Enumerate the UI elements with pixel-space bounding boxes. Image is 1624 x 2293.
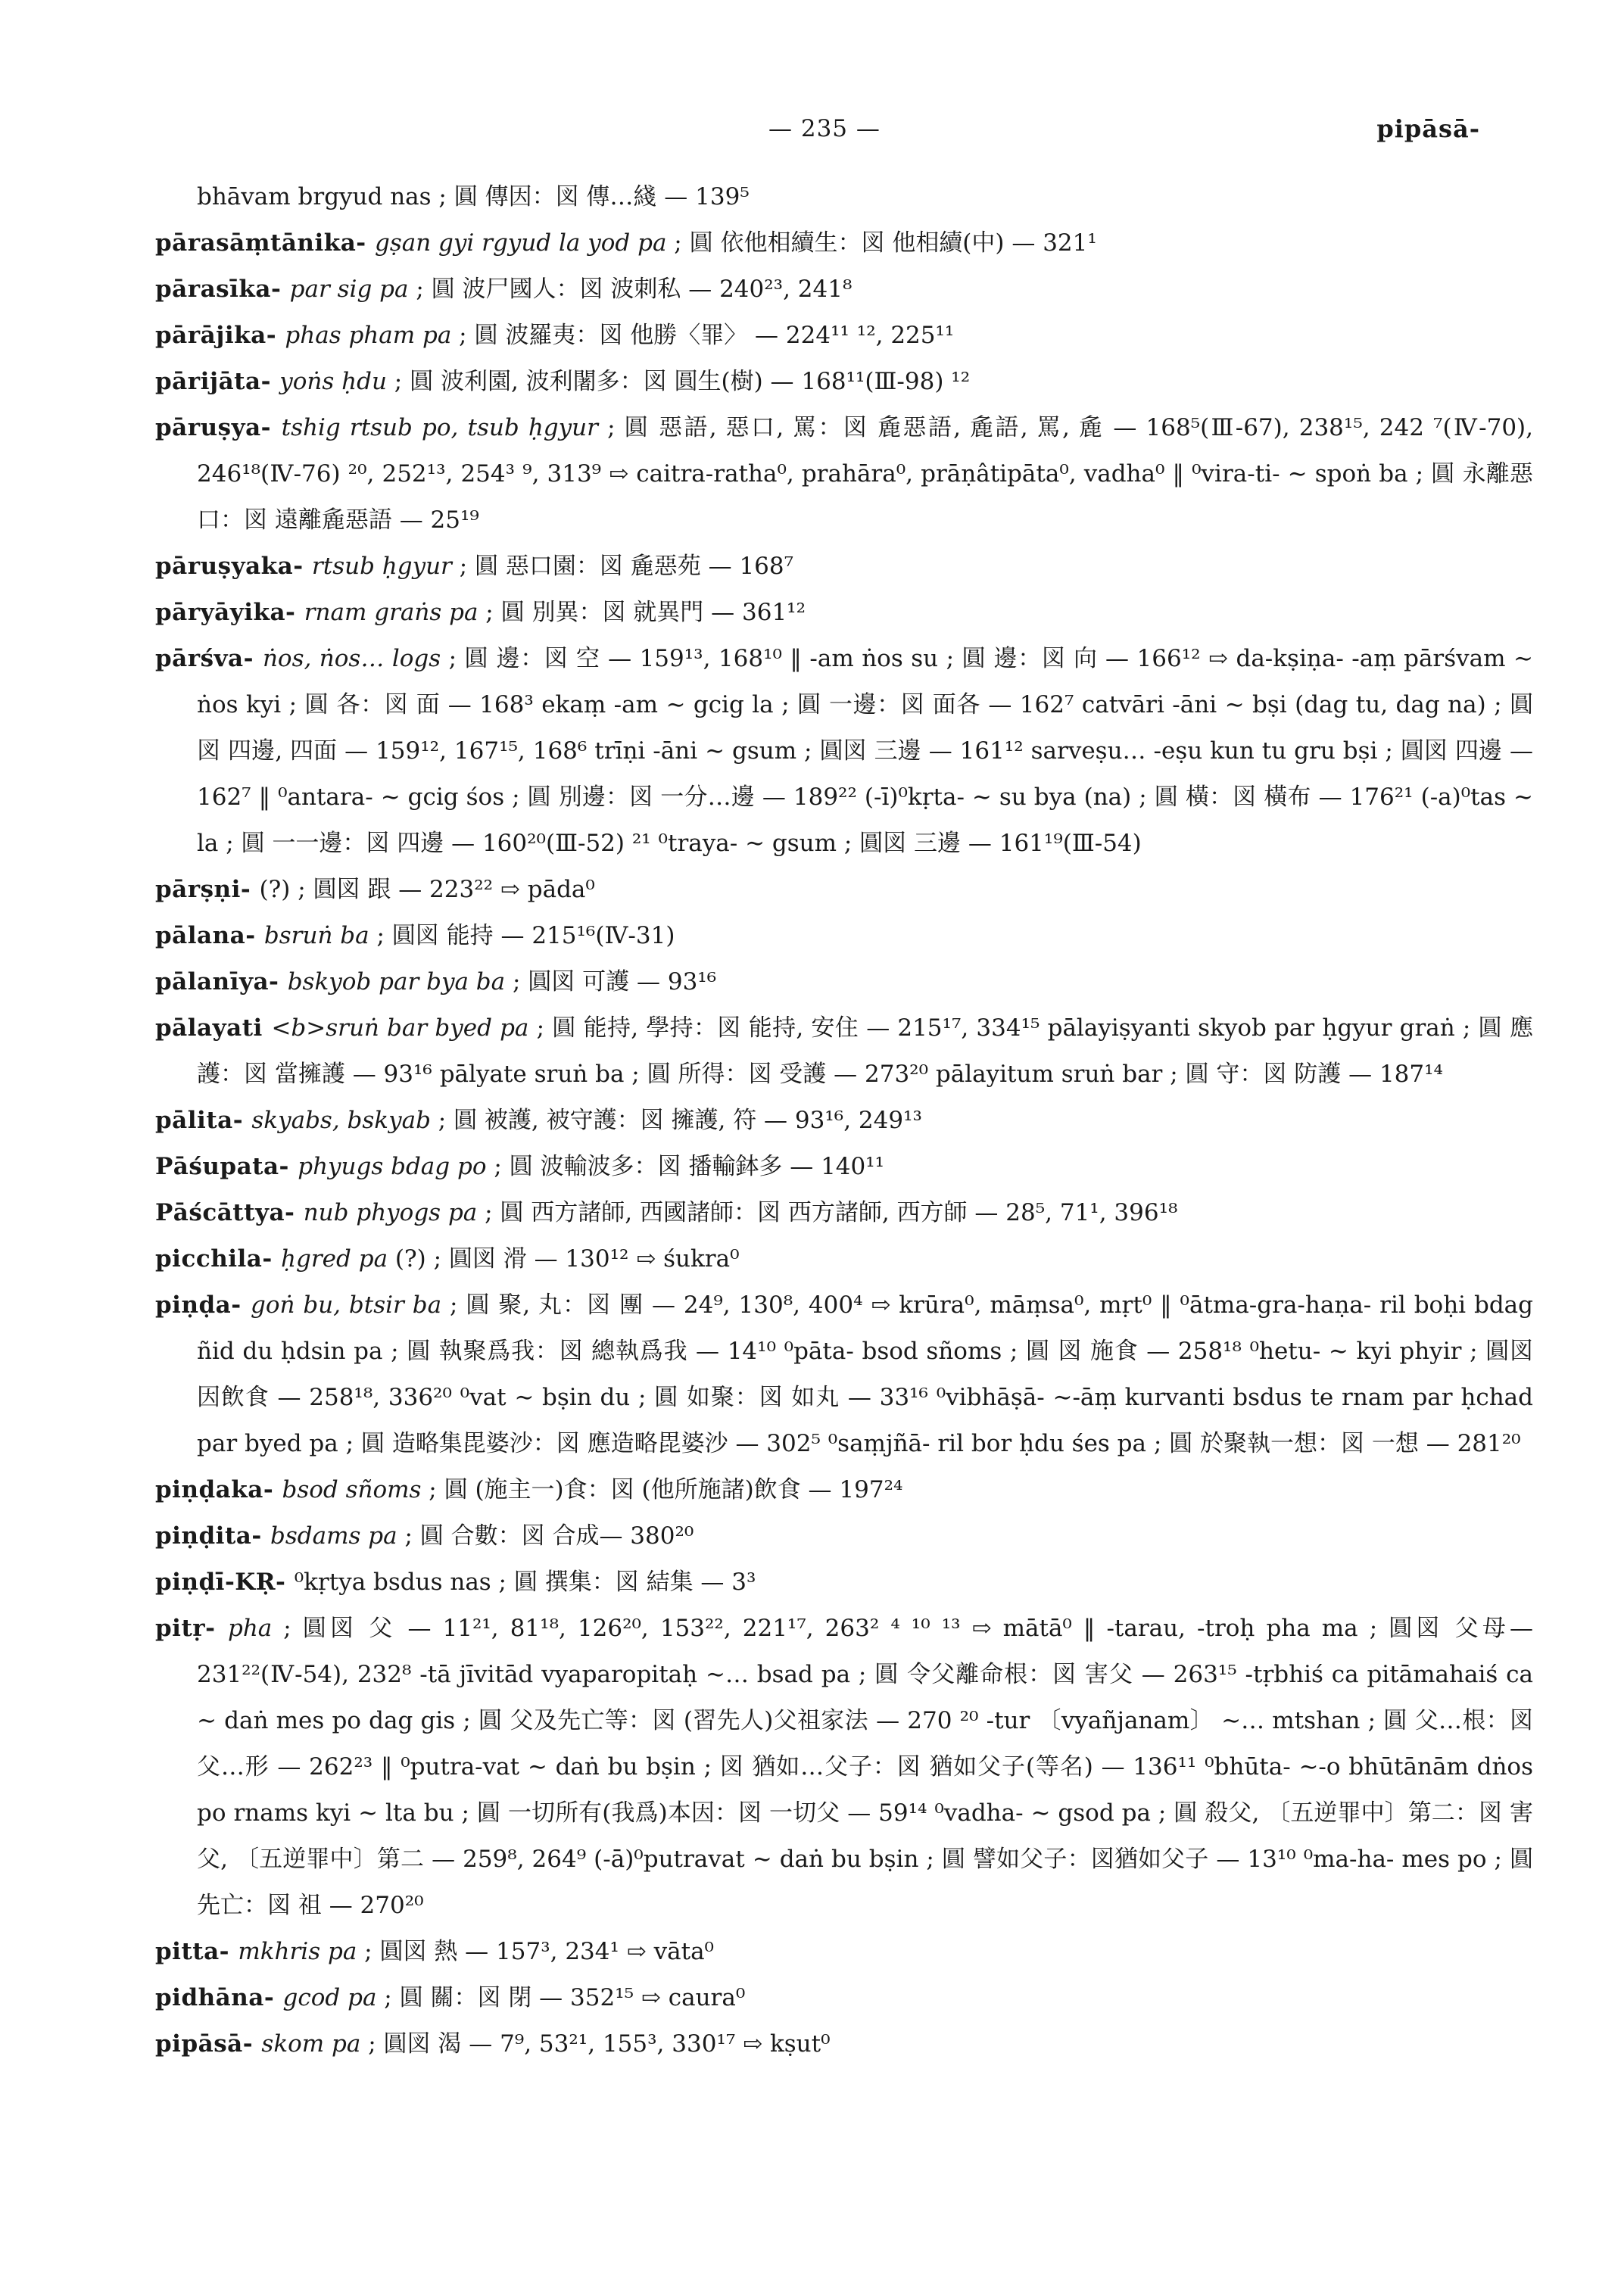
dictionary-entry	[155, 266, 1533, 313]
entry-headword: pārasāṃtānika-	[155, 229, 375, 257]
entry-tibetan: tshig rtsub po, tsub ḥgyur	[281, 414, 598, 441]
entry-text: ; 圓図 熱 — 157³, 234¹ ⇨ vāta⁰	[357, 1938, 714, 1965]
entry-headword: picchila-	[155, 1245, 282, 1273]
dictionary-entry	[155, 1144, 1533, 1190]
entry-text: ; 圓 惡語, 惡口, 罵：図 麁惡語, 麁語, 罵, 麁 — 168⁵(Ⅲ-67), 238¹⁵, 242 ⁷(Ⅳ-70), 246¹⁸(Ⅳ-76) ²⁰, 252¹³, 254³ ⁹, 313⁹ ⇨ caitra-ratha⁰, prahāra⁰, prāṇâtipāta⁰, vadha⁰ ‖ ⁰vira-ti- ∼ spoṅ ba ; 圓 永離惡口：図 遠離麁惡語 — 25¹⁹	[197, 414, 1533, 534]
entry-text: ; 圓 波尸國人：図 波刺私 — 240²³, 241⁸	[408, 276, 853, 303]
entry-tibetan: gṣan gyi rgyud la yod pa	[374, 229, 667, 257]
entry-headword: pitta-	[155, 1938, 238, 1965]
entry-text: ; 圓図 能持 — 215¹⁶(Ⅳ-31)	[369, 922, 675, 949]
dictionary-entry	[155, 959, 1533, 1005]
dictionary-entry	[155, 220, 1533, 266]
running-headword: pipāsā-	[1376, 114, 1480, 143]
entry-text: ; 圓 惡口園：図 麁惡苑 — 168⁷	[451, 553, 794, 580]
entry-tibetan: pha	[227, 1615, 273, 1642]
entry-tibetan: skyabs, bskyab	[251, 1107, 431, 1134]
entry-headword: piṇḍaka-	[155, 1476, 282, 1503]
dictionary-entry	[155, 1606, 1533, 1929]
dictionary-entry	[155, 1236, 1533, 1282]
entry-tibetan: yoṅs ḥdu	[279, 368, 387, 395]
entry-headword: pārasīka-	[155, 276, 290, 303]
entry-tibetan: bskyob par bya ba	[287, 968, 506, 995]
dictionary-entry	[155, 590, 1533, 636]
entry-headword: piṇḍī-KṚ-	[155, 1569, 295, 1596]
entry-headword: pipāsā-	[155, 2030, 262, 2058]
dictionary-entry	[155, 174, 1533, 220]
dictionary-entry	[155, 867, 1533, 913]
entry-tibetan: goṅ bu, btsir ba	[250, 1291, 442, 1319]
entry-headword: pālita-	[155, 1107, 252, 1134]
entry-tibetan: phyugs bdag po	[298, 1153, 487, 1180]
entry-headword: Pāśupata-	[155, 1153, 298, 1180]
entry-tibetan: <b>sruṅ bar byed pa	[271, 1014, 529, 1042]
entry-headword: pālanīya-	[155, 968, 288, 995]
entry-text: ; 圓 西方諸師, 西國諸師：図 西方諸師, 西方師 — 28⁵, 71¹, 396¹⁸	[477, 1199, 1178, 1226]
entry-tibetan: phas pham pa	[285, 322, 452, 349]
entry-text: (?) ; 圓図 滑 — 130¹² ⇨ śukra⁰	[388, 1245, 740, 1273]
entry-text: ; 圓 被護, 被守護：図 擁護, 符 — 93¹⁶, 249¹³	[430, 1107, 922, 1134]
entry-tibetan: ṅos, ṅos… logs	[262, 645, 441, 672]
entry-headword: pidhāna-	[155, 1984, 283, 2011]
dictionary-entry	[155, 1513, 1533, 1559]
entry-text: ⁰kṛtya bsdus nas ; 圓 撰集：図 結集 — 3³	[294, 1569, 756, 1596]
entry-headword: pārśva-	[155, 645, 263, 672]
entry-headword: pāruṣya-	[155, 414, 282, 441]
entry-text: bhāvam brgyud nas ; 圓 傳因：図 傳…綫 — 139⁵	[197, 183, 750, 210]
entry-headword: Pāścāttya-	[155, 1199, 304, 1226]
dictionary-entry	[155, 1190, 1533, 1236]
entry-text: ; 圓 波輸波多：図 播輸鉢多 — 140¹¹	[486, 1153, 885, 1180]
dictionary-entry	[155, 636, 1533, 867]
entry-text: ; 圓 邊：図 空 — 159¹³, 168¹⁰ ‖ -am ṅos su ; 圓 邊：図 向 — 166¹² ⇨ da-kṣiṇa- -aṃ pārśvam ∼ ṅos kyi ; 圓 各：図 面 — 168³ ekaṃ -am ∼ gcig la ; 圓 一邊：図 面各 — 162⁷ catvāri -āni ∼ bṣi (dag tu, dag na) ; 圓図 四邊, 四面 — 159¹², 167¹⁵, 168⁶ trīṇi -āni ∼ gsum ; 圓図 三邊 — 161¹² sarveṣu… -eṣu kun tu gru bṣi ; 圓図 四邊 — 162⁷ ‖ ⁰antara- ∼ gcig śos ; 圓 別邊：図 一分…邊 — 189²² (-ī)⁰kṛta- ∼ su bya (na) ; 圓 橫：図 橫布 — 176²¹ (-a)⁰tas ∼ la ; 圓 一一邊：図 四邊 — 160²⁰(Ⅲ-52) ²¹ ⁰traya- ∼ gsum ; 圓図 三邊 — 161¹⁹(Ⅲ-54)	[197, 645, 1533, 857]
entry-tibetan: gcod pa	[282, 1984, 377, 2011]
entry-tibetan: bsod sñoms	[282, 1476, 422, 1503]
entry-tibetan: nub phyogs pa	[303, 1199, 478, 1226]
entry-text: ; 圓図 父 — 11²¹, 81¹⁸, 126²⁰, 153²², 221¹⁷, 263² ⁴ ¹⁰ ¹³ ⇨ mātā⁰ ‖ -tarau, -troḥ pha ma ; 圓図 父母— 231²²(Ⅳ-54), 232⁸ -tā jīvitād vyaparopitaḥ ∼… bsad pa ; 圓 令父離命根：図 害父 — 263¹⁵ -tṛbhiś ca pitāmahaiś ca ∼ daṅ mes po dag gis ; 圓 父及先亡等：図 (習先人)父祖家法 — 270 ²⁰ -tur 〔vyañjanam〕 ∼… mtshan ; 圓 父…根：図 父…形 — 262²³ ‖ ⁰putra-vat ∼ daṅ bu bṣin ; 図 猶如…父子：図 猶如父子(等名) — 136¹¹ ⁰bhūta- ∼-o bhūtānām dṅos po rnams kyi ∼ lta bu ; 圓 一切所有(我爲)本因：図 一切父 — 59¹⁴ ⁰vadha- ∼ gsod pa ; 圓 殺父, 〔五逆罪中〕第二：図 害父, 〔五逆罪中〕第二 — 259⁸, 264⁹ (-ā)⁰putravat ∼ daṅ bu bṣin ; 圓 譬如父子：図猶如父子 — 13¹⁰ ⁰ma-ha- mes po ; 圓 先亡：図 祖 — 270²⁰	[197, 1615, 1534, 1919]
entry-list	[155, 174, 1533, 2067]
dictionary-entry	[155, 1005, 1533, 1098]
entry-headword: pārājika-	[155, 322, 285, 349]
entry-text: (?) ; 圓図 跟 — 223²² ⇨ pāda⁰	[259, 876, 595, 903]
entry-text: ; 圓 能持, 學持：図 能持, 安住 — 215¹⁷, 334¹⁵ pālayiṣyanti skyob par ḥgyur graṅ ; 圓 應護：図 當擁護 — 93¹⁶ pālyate sruṅ ba ; 圓 所得：図 受護 — 273²⁰ pālayitum sruṅ bar ; 圓 守：図 防護 — 187¹⁴	[197, 1014, 1533, 1088]
entry-tibetan: rtsub ḥgyur	[311, 553, 452, 580]
dictionary-entry	[155, 405, 1533, 544]
entry-tibetan: bsruṅ ba	[263, 922, 369, 949]
entry-tibetan: rnam graṅs pa	[304, 599, 478, 626]
entry-text: ; 圓 波利園, 波利闍多：図 圓生(樹) — 168¹¹(Ⅲ-98) ¹²	[386, 368, 971, 395]
dictionary-entry	[155, 913, 1533, 959]
dictionary-entry	[155, 544, 1533, 590]
dictionary-entry	[155, 359, 1533, 405]
page-number: — 235 —	[768, 115, 881, 142]
entry-headword: piṇḍa-	[155, 1291, 251, 1319]
entry-text: ; 圓 波羅夷：図 他勝〈罪〉 — 224¹¹ ¹², 225¹¹	[451, 322, 955, 349]
entry-tibetan: par sig pa	[289, 276, 409, 303]
entry-headword: pāruṣyaka-	[155, 553, 312, 580]
entry-headword: pālana-	[155, 922, 264, 949]
entry-headword: pārijāta-	[155, 368, 280, 395]
dictionary-entry	[155, 313, 1533, 359]
entry-text: ; 圓図 渴 — 7⁹, 53²¹, 155³, 330¹⁷ ⇨ kṣut⁰	[360, 2030, 831, 2058]
entry-headword: pālayati	[155, 1014, 272, 1042]
dictionary-entry	[155, 1559, 1533, 1606]
dictionary-entry	[155, 1467, 1533, 1513]
entry-text: ; 圓 合數：図 合成— 380²⁰	[397, 1522, 694, 1550]
entry-text: ; 圓 別異：図 就異門 — 361¹²	[478, 599, 806, 626]
entry-headword: pārṣṇi-	[155, 876, 260, 903]
entry-headword: pitṛ-	[155, 1615, 228, 1642]
entry-tibetan: mkhris pa	[238, 1938, 357, 1965]
dictionary-entry	[155, 1929, 1533, 1975]
entry-text: ; 圓図 可護 — 93¹⁶	[505, 968, 717, 995]
entry-headword: pāryāyika-	[155, 599, 304, 626]
entry-tibetan: skom pa	[261, 2030, 361, 2058]
entry-tibetan: bsdams pa	[270, 1522, 397, 1550]
entry-text: ; 圓 依他相續生：図 他相續(中) — 321¹	[666, 229, 1097, 257]
entry-headword: piṇḍita-	[155, 1522, 271, 1550]
dictionary-entry	[155, 1282, 1533, 1467]
entry-tibetan: ḥgred pa	[281, 1245, 388, 1273]
dictionary-entry	[155, 2021, 1533, 2067]
entry-text: ; 圓 關：図 閉 — 352¹⁵ ⇨ caura⁰	[376, 1984, 746, 2011]
running-head	[155, 106, 1533, 174]
entry-text: ; 圓 聚, 丸：図 團 — 24⁹, 130⁸, 400⁴ ⇨ krūra⁰, māṃsa⁰, mṛt⁰ ‖ ⁰ātma-gra-haṇa- ril boḥi bdag ñid du ḥdsin pa ; 圓 執聚爲我：図 總執爲我 — 14¹⁰ ⁰pāta- bsod sñoms ; 圓 図 施食 — 258¹⁸ ⁰hetu- ∼ kyi phyir ; 圓図 因飲食 — 258¹⁸, 336²⁰ ⁰vat ∼ bṣin du ; 圓 如聚：図 如丸 — 33¹⁶ ⁰vibhāṣā- ∼-āṃ kurvanti bsdus te rnam par ḥchad par byed pa ; 圓 造略集毘婆沙：図 應造略毘婆沙 — 302⁵ ⁰saṃjñā- ril bor ḥdu śes pa ; 圓 於聚執一想：図 一想 — 281²⁰	[197, 1291, 1534, 1457]
dictionary-entry	[155, 1098, 1533, 1144]
dictionary-entry	[155, 1975, 1533, 2021]
entry-text: ; 圓 (施主一)食：図 (他所施諸)飲食 — 197²⁴	[421, 1476, 903, 1503]
